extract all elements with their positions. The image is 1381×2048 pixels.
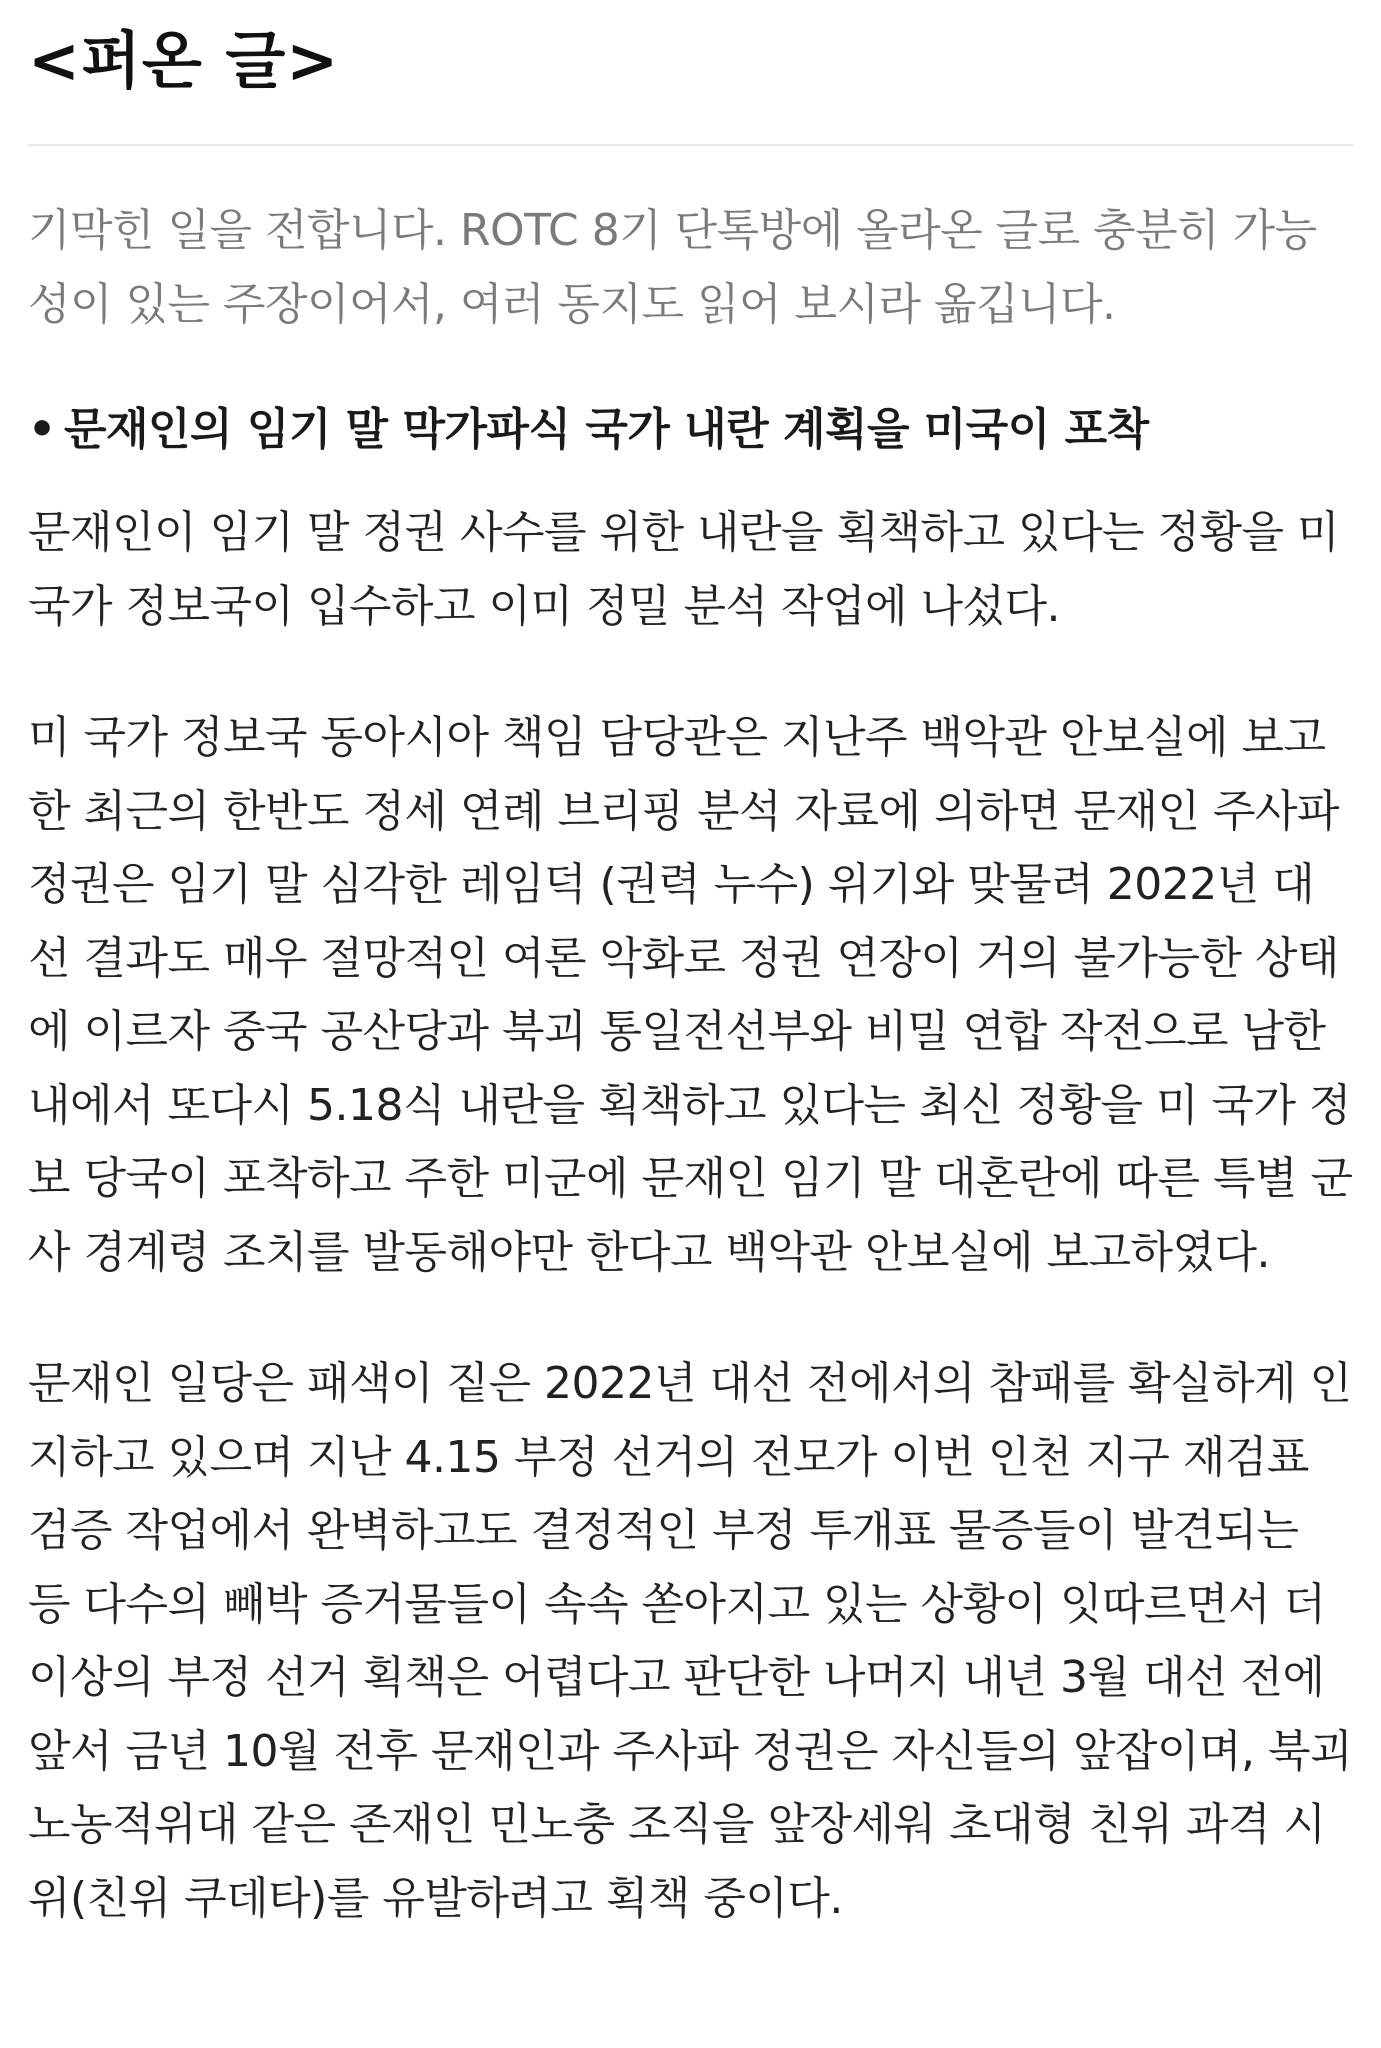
body-paragraph: 미 국가 정보국 동아시아 책임 담당관은 지난주 백악관 안보실에 보고한 최근의 한반도 정세 연례 브리핑 분석 자료에 의하면 문재인 주사파 정권은 임기 말 심각한 레임덕 (권력 누수) 위기와 맞물려 2022년 대선 결과도 매우 절망적인 여론 악화로 정권 연장이 거의 불가능한 상태에 이르자 중국 공산당과 북괴 통일전선부와 비밀 연합 작전으로 남한 내에서 또다시 5.18식 내란을 획책하고 있다는 최신 정황을 미 국가 정보 당국이 포착하고 주한 미군에 문재인 임기 말 대혼란에 따른 특별 군사 경계령 조치를 발동해야만 한다고 백악관 안보실에 보고하였다.	[28, 712, 1353, 1278]
bullet-icon: •	[28, 404, 56, 455]
body-paragraph: 문재인이 임기 말 정권 사수를 위한 내란을 획책하고 있다는 정황을 미 국가 정보국이 입수하고 이미 정밀 분석 작업에 나섰다.	[28, 507, 1339, 632]
section-heading-text: 문재인의 임기 말 막가파식 국가 내란 계획을 미국이 포착	[64, 404, 1149, 455]
title-divider	[28, 144, 1353, 146]
post-title: <퍼온 글>	[28, 24, 340, 97]
intro-text: 기막힌 일을 전합니다. ROTC 8기 단톡방에 올라온 글로 충분히 가능성이 있는 주장이어서, 여러 동지도 읽어 보시라 옮깁니다.	[28, 205, 1317, 330]
section-heading	[28, 394, 1353, 466]
body-paragraph: 문재인 일당은 패색이 짙은 2022년 대선 전에서의 참패를 확실하게 인지하고 있으며 지난 4.15 부정 선거의 전모가 이번 인천 지구 재검표 검증 작업에서 완벽하고도 결정적인 부정 투개표 물증들이 발견되는 등 다수의 빼박 증거물들이 속속 쏟아지고 있는 상황이 잇따르면서 더 이상의 부정 선거 획책은 어렵다고 판단한 나머지 내년 3월 대선 전에 앞서 금년 10월 전후 문재인과 주사파 정권은 자신들의 앞잡이며, 북괴 노농적위대 같은 존재인 민노충 조직을 앞장세워 초대형 친위 과격 시위(친위 쿠데타)를 유발하려고 획책 중이다.	[28, 1358, 1352, 1924]
